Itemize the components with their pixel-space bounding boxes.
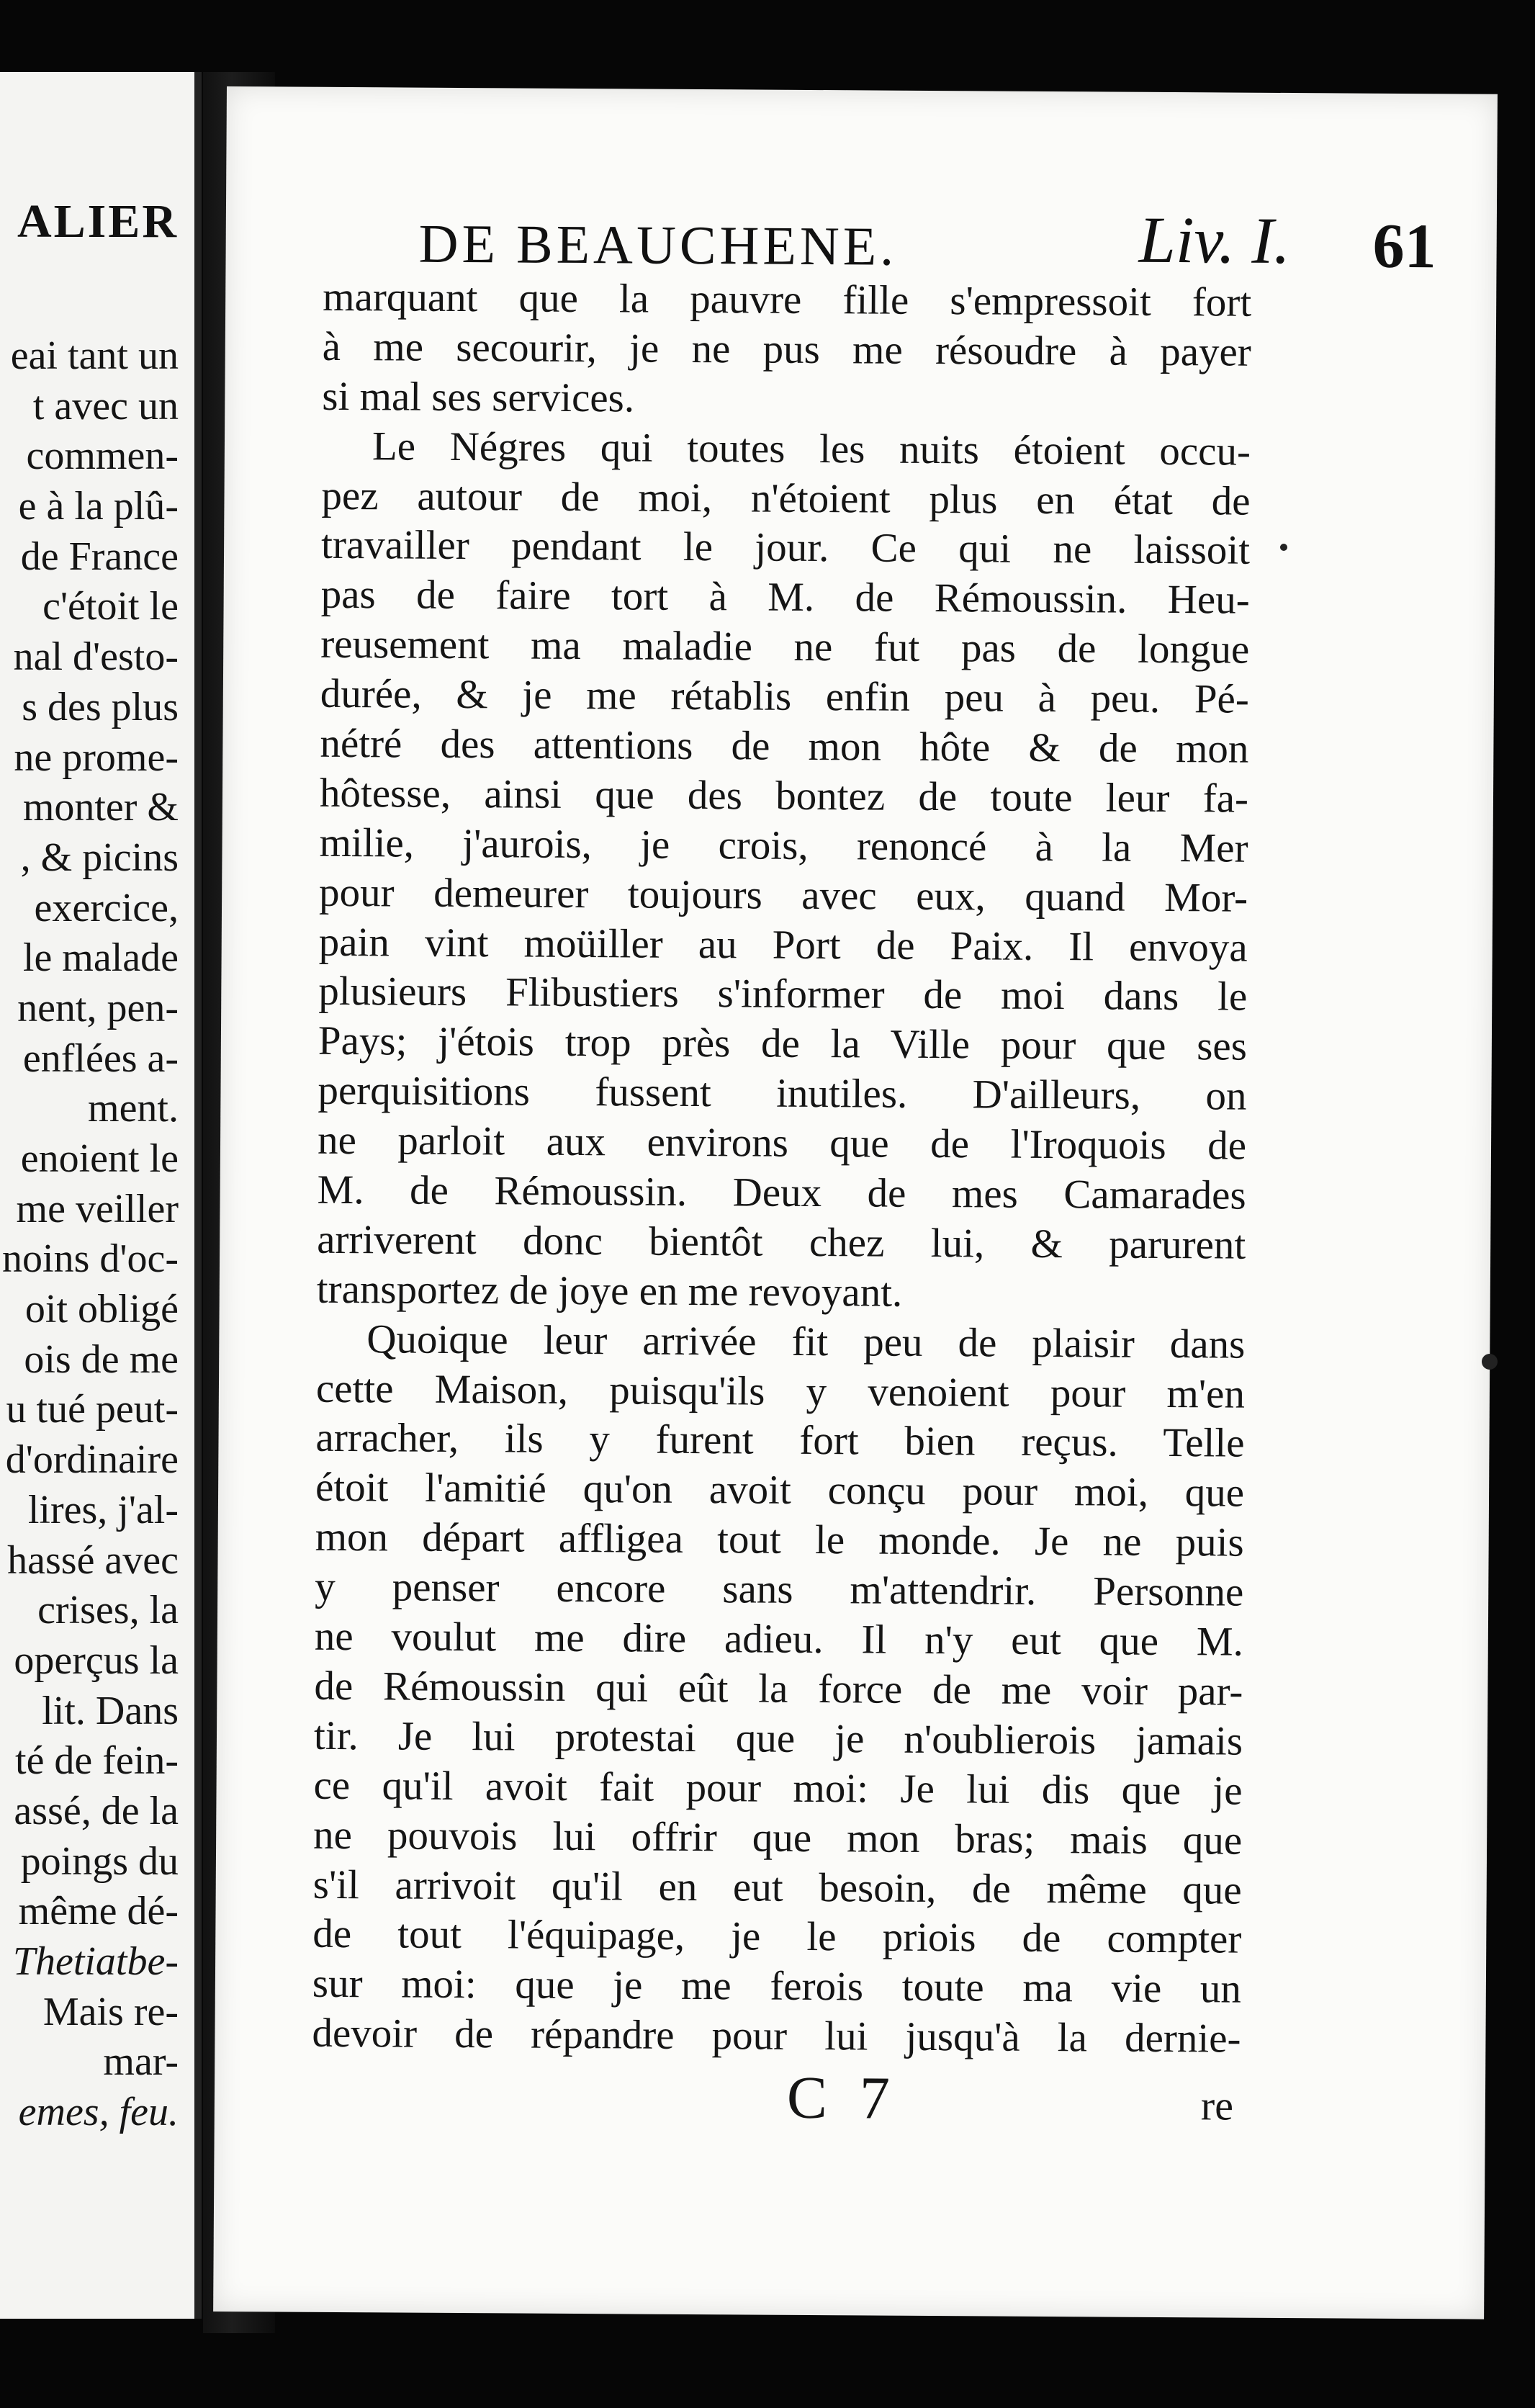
left-page-line: t avec un bbox=[32, 383, 179, 428]
text-line: ne parloit aux environs que de l'Iroquois de bbox=[317, 1117, 1247, 1169]
left-page-line: Mais re- bbox=[42, 1989, 179, 2034]
text-line: sur moi: que je me ferois toute ma vie un bbox=[312, 1961, 1242, 2012]
ink-speck bbox=[1280, 544, 1287, 551]
text-line: reusement ma maladie ne fut pas de longue bbox=[320, 621, 1250, 673]
left-page-line: le malade bbox=[22, 935, 179, 981]
left-page-line: hassé avec bbox=[7, 1537, 179, 1583]
text-line: travailler pendant le jour. Ce qui ne laissoit bbox=[320, 522, 1251, 574]
text-line: arriverent donc bientôt chez lui, & parurent bbox=[317, 1216, 1246, 1268]
left-page-line: u tué peut- bbox=[6, 1387, 179, 1432]
left-page-line: té de fein- bbox=[15, 1738, 179, 1784]
text-line: Le Négres qui toutes les nuits étoient occu- bbox=[372, 423, 1251, 475]
text-line: cette Maison, puisqu'ils y venoient pour m'en bbox=[315, 1365, 1246, 1417]
left-page-line: , & picins bbox=[20, 835, 179, 880]
text-line: étoit l'amitié qu'on avoit conçu pour moi, que bbox=[315, 1465, 1245, 1517]
text-line: y penser encore sans m'attendrir. Personne bbox=[315, 1563, 1244, 1615]
text-line: s'il arrivoit qu'il en eut besoin, de même que bbox=[312, 1861, 1242, 1913]
text-line: pour demeurer toujours avec eux, quand Mor- bbox=[318, 869, 1248, 921]
left-page-line: monter & bbox=[22, 785, 179, 830]
running-head-title: DE BEAUCHENE. bbox=[418, 213, 898, 277]
text-line: mon départ affligea tout le monde. Je ne puis bbox=[315, 1514, 1244, 1565]
left-page-line: enflées a- bbox=[22, 1035, 179, 1081]
text-line: durée, & je me rétablis enfin peu à peu. Pé- bbox=[320, 670, 1250, 722]
left-page-line: me veiller bbox=[16, 1186, 179, 1231]
right-page bbox=[213, 86, 1498, 2319]
text-line: tir. Je lui protestai que je n'oublierois jamais bbox=[313, 1712, 1243, 1764]
left-page-line: ne prome- bbox=[14, 734, 179, 780]
left-page-line: ois de me bbox=[24, 1336, 179, 1382]
left-page-line: c'étoit le bbox=[42, 584, 179, 629]
left-page-line: enoient le bbox=[20, 1136, 179, 1181]
left-page-line: Thetiatbe- bbox=[12, 1939, 179, 1984]
page-number: 61 bbox=[1372, 211, 1436, 282]
text-line: plusieurs Flibustiers s'informer de moi dans le bbox=[318, 969, 1248, 1020]
catchword: re bbox=[1200, 2082, 1234, 2129]
left-page-line: lires, j'al- bbox=[27, 1487, 179, 1532]
text-line: ne pouvois lui offrir que mon bras; mais que bbox=[312, 1812, 1243, 1864]
left-page-line: s des plus bbox=[22, 684, 179, 729]
left-page-line: emes, feu. bbox=[18, 2090, 179, 2135]
signature-mark: C 7 bbox=[786, 2064, 899, 2132]
left-page-line: oit obligé bbox=[24, 1287, 179, 1332]
text-line: Quoique leur arrivée fit peu de plaisir dans bbox=[366, 1316, 1246, 1367]
text-line: de tout l'équipage, je le priois de compter bbox=[312, 1911, 1242, 1963]
text-line: transportez de joye en me revoyant. bbox=[316, 1266, 903, 1316]
left-page-line: de France bbox=[20, 534, 179, 579]
text-line: marquant que la pauvre fille s'empressoit fort bbox=[323, 274, 1252, 325]
body-text bbox=[312, 273, 1251, 2065]
left-page-line: exercice, bbox=[34, 885, 179, 930]
text-line: nétré des attentions de mon hôte & de mon bbox=[320, 720, 1249, 772]
text-line: M. de Rémoussin. Deux de mes Camarades bbox=[317, 1167, 1246, 1218]
left-page-line: noins d'oc- bbox=[2, 1236, 179, 1282]
text-line: milie, j'aurois, je crois, renoncé à la Mer bbox=[319, 819, 1248, 871]
left-page-line: même dé- bbox=[18, 1889, 179, 1934]
left-page-line: nent, pen- bbox=[17, 985, 179, 1030]
text-line: arracher, ils y furent fort bien reçus. Telle bbox=[315, 1415, 1245, 1467]
left-page-line: crises, la bbox=[37, 1588, 179, 1633]
left-page-line: lit. Dans bbox=[42, 1688, 179, 1733]
text-line: pez autour de moi, n'étoient plus en état de bbox=[321, 472, 1251, 524]
left-facing-page bbox=[0, 72, 202, 2319]
text-line: si mal ses services. bbox=[322, 373, 635, 421]
left-page-line: e à la plû- bbox=[18, 484, 179, 529]
left-page-text bbox=[0, 331, 179, 2138]
text-line: Pays; j'étois trop près de la Ville pour que ses bbox=[318, 1018, 1248, 1070]
running-head-book: Liv. I. bbox=[1138, 202, 1291, 278]
text-line: devoir de répandre pour lui jusqu'à la dernie- bbox=[312, 2010, 1241, 2062]
text-line: hôtesse, ainsi que des bontez de toute leur fa- bbox=[319, 770, 1249, 822]
text-line: ne voulut me dire adieu. Il n'y eut que M. bbox=[314, 1613, 1244, 1665]
ink-speck bbox=[1482, 1354, 1498, 1370]
text-line: perquisitions fussent inutiles. D'ailleurs, on bbox=[318, 1068, 1247, 1119]
left-page-line: mar- bbox=[103, 2039, 179, 2085]
left-page-line: nal d'esto- bbox=[13, 634, 179, 680]
left-page-line: d'ordinaire bbox=[5, 1437, 179, 1483]
text-line: pas de faire tort à M. de Rémoussin. Heu- bbox=[320, 572, 1250, 624]
text-line: ce qu'il avoit fait pour moi: Je lui dis que je bbox=[313, 1762, 1243, 1814]
left-page-line: operçus la bbox=[14, 1637, 179, 1683]
left-page-header: ALIER bbox=[17, 195, 179, 248]
text-line: de Rémoussin qui eût la force de me voir par- bbox=[314, 1663, 1243, 1715]
left-page-line: ment. bbox=[88, 1086, 179, 1131]
text-line: pain vint moüiller au Port de Paix. Il envoya bbox=[318, 919, 1248, 971]
left-page-line: eai tant un bbox=[10, 333, 179, 378]
left-page-line: commen- bbox=[26, 433, 179, 479]
left-page-line: assé, de la bbox=[14, 1788, 179, 1833]
left-page-line: poings du bbox=[20, 1838, 179, 1884]
text-line: à me secourir, je ne pus me résoudre à payer bbox=[322, 323, 1251, 375]
